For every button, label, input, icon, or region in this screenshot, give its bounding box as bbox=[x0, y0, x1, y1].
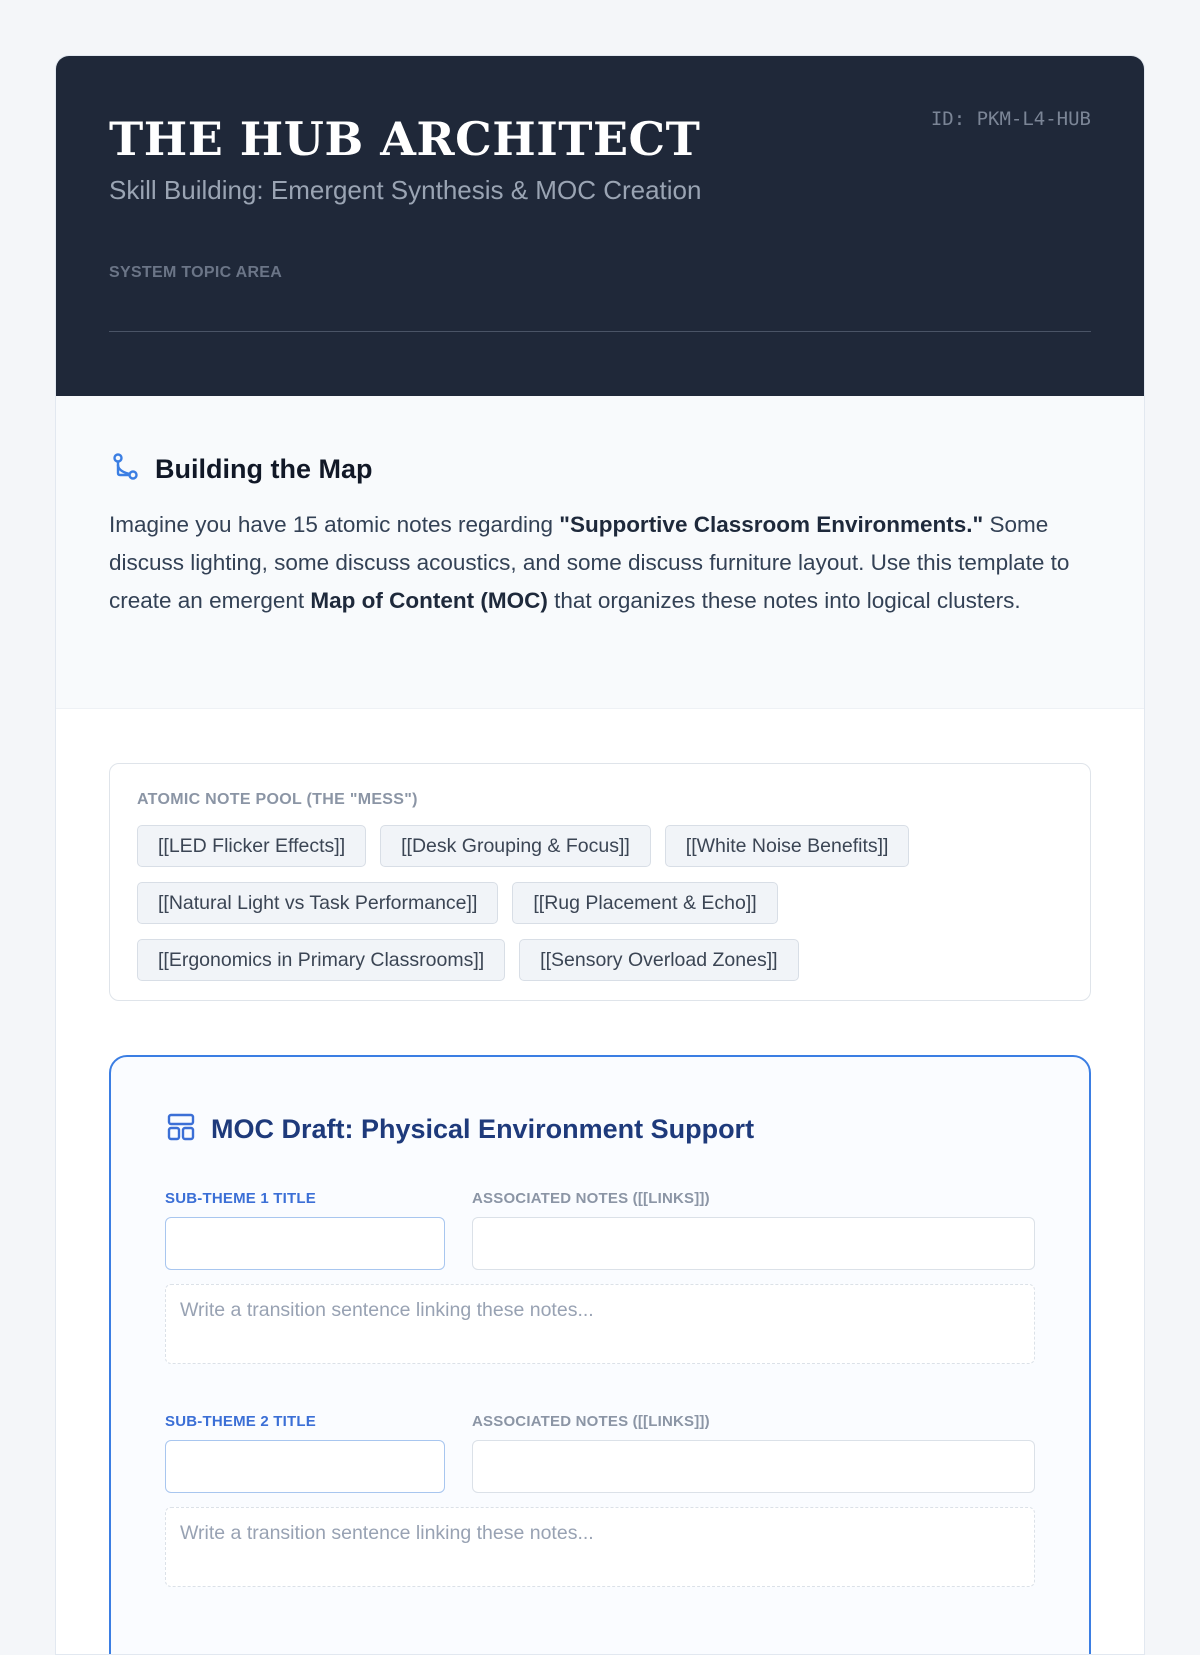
intro-section bbox=[56, 396, 1144, 709]
sub-theme-2-title-label: SUB-THEME 2 TITLE bbox=[165, 1413, 316, 1430]
sub-theme-2-notes-label: ASSOCIATED NOTES ([[LINKS]]) bbox=[472, 1413, 710, 1430]
sub-theme-1-notes-input[interactable] bbox=[472, 1217, 1035, 1270]
note-chip-list bbox=[137, 825, 1063, 981]
intro-text-2: Some discuss lighting, some discuss acoustics, and some discuss furniture layout. Use this template to create an emergent bbox=[109, 512, 1070, 613]
sub-theme-1-transition-input[interactable] bbox=[165, 1284, 1035, 1364]
sub-theme-1-notes-label: ASSOCIATED NOTES ([[LINKS]]) bbox=[472, 1190, 710, 1207]
worksheet-card bbox=[55, 55, 1145, 1655]
page-subtitle: Skill Building: Emergent Synthesis & MOC Creation bbox=[109, 175, 702, 205]
sub-theme-2-transition-input[interactable] bbox=[165, 1507, 1035, 1587]
moc-title: MOC Draft: Physical Environment Support bbox=[211, 1114, 755, 1144]
layout-icon bbox=[165, 1111, 197, 1148]
git-branch-icon bbox=[109, 451, 141, 488]
intro-title: Building the Map bbox=[155, 454, 373, 484]
sub-theme-2-notes-column bbox=[472, 1413, 1035, 1493]
sub-theme-1 bbox=[165, 1190, 1035, 1364]
note-chip[interactable]: [[LED Flicker Effects]] bbox=[137, 825, 366, 867]
sub-theme-2-notes-input[interactable] bbox=[472, 1440, 1035, 1493]
document-id: ID: PKM-L4-HUB bbox=[930, 108, 1091, 130]
header bbox=[56, 56, 1144, 396]
note-chip[interactable]: [[Rug Placement & Echo]] bbox=[512, 882, 777, 924]
topic-area-label: SYSTEM TOPIC AREA bbox=[109, 264, 283, 281]
intro-text-3: that organizes these notes into logical clusters. bbox=[547, 588, 1021, 613]
note-chip[interactable]: [[Desk Grouping & Focus]] bbox=[380, 825, 651, 867]
page-title: THE HUB ARCHITECT bbox=[109, 112, 701, 166]
sub-theme-1-notes-column bbox=[472, 1190, 1035, 1270]
intro-emphasis-moc: Map of Content (MOC) bbox=[310, 588, 548, 613]
sub-theme-1-title-input[interactable] bbox=[165, 1217, 445, 1270]
intro-heading bbox=[109, 451, 1091, 488]
note-chip[interactable]: [[White Noise Benefits]] bbox=[665, 825, 910, 867]
sub-theme-1-title-column bbox=[165, 1190, 445, 1270]
sub-theme-1-row bbox=[165, 1190, 1035, 1270]
note-chip[interactable]: [[Sensory Overload Zones]] bbox=[519, 939, 798, 981]
sub-theme-2-row bbox=[165, 1413, 1035, 1493]
intro-paragraph bbox=[109, 506, 1091, 620]
intro-emphasis-topic: "Supportive Classroom Environments." bbox=[559, 512, 984, 537]
note-chip[interactable]: [[Ergonomics in Primary Classrooms]] bbox=[137, 939, 505, 981]
topic-area-input[interactable] bbox=[109, 302, 1091, 332]
sub-theme-2 bbox=[165, 1413, 1035, 1587]
sub-theme-2-title-column bbox=[165, 1413, 445, 1493]
moc-heading bbox=[165, 1111, 1035, 1148]
intro-text-1: Imagine you have 15 atomic notes regarding bbox=[109, 512, 560, 537]
note-chip[interactable]: [[Natural Light vs Task Performance]] bbox=[137, 882, 498, 924]
moc-draft-panel bbox=[109, 1055, 1091, 1655]
note-pool-label: ATOMIC NOTE POOL (THE "MESS") bbox=[137, 791, 418, 808]
atomic-note-pool bbox=[109, 763, 1091, 1001]
sub-theme-1-title-label: SUB-THEME 1 TITLE bbox=[165, 1190, 316, 1207]
sub-theme-2-title-input[interactable] bbox=[165, 1440, 445, 1493]
